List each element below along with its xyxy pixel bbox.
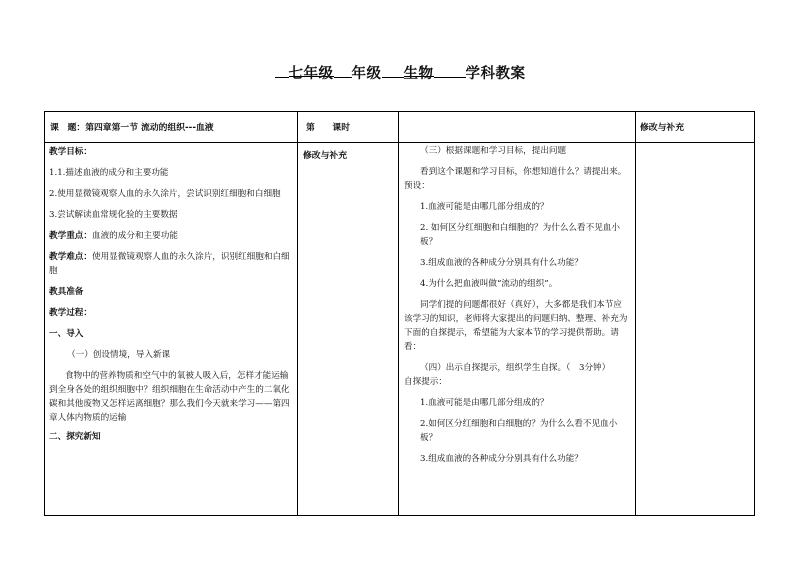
header-separator — [44, 142, 755, 143]
table-border-right — [754, 111, 755, 516]
step-4: （四）出示自探提示，组织学生自探。（ 3分钟） — [420, 363, 611, 373]
question-2: 2. 如何区分红细胞和白细胞的？为什么么看不见血小板？ — [420, 223, 620, 247]
hint-1: 1.血液可能是由哪几部分组成的？ — [420, 398, 549, 408]
title-grade-suffix: 年级 — [351, 66, 382, 82]
goal-2: 2.使用显微镜观察人血的永久涂片，尝试识别红细胞和白细胞 — [49, 189, 281, 199]
key-label: 教学重点： — [49, 231, 92, 241]
period-label: 第 课时 — [306, 123, 350, 133]
header-revise-label: 修改与补充 — [640, 123, 684, 133]
process-label: 教学过程： — [49, 308, 92, 318]
question-1: 1.血液可能是由哪几部分组成的？ — [420, 202, 549, 212]
step-3: （三）根据课题和学习目标，提出问题 — [420, 146, 567, 156]
left-column — [49, 145, 293, 444]
difficulty-point — [49, 250, 293, 278]
table-border-top — [44, 111, 755, 112]
hint-2: 2.如何区分红细胞和白细胞的？为什么么看不见血小板？ — [420, 419, 618, 443]
key-point — [49, 229, 293, 243]
col-divider-3 — [635, 111, 636, 516]
lesson-label: 课 题： — [50, 123, 86, 133]
step-1: （一）创设情境，导入新课 — [67, 350, 171, 360]
lesson-header — [50, 120, 214, 133]
title-suffix: 学科教案 — [465, 66, 526, 82]
mid-revise-label: 修改与补充 — [303, 151, 347, 161]
summary-paragraph: 同学们提的问题都很好（真好），大多都是我们本节应该学习的知识，老师将大家提出的问题归纳、整理、补充为下面的自探提示，希望能为大家本节的学习提供帮助。请看： — [404, 300, 628, 352]
title-subject: 生物 — [404, 62, 434, 77]
page-title — [0, 62, 800, 83]
hint-3: 3.组成血液的各种成分分别具有什么功能？ — [420, 454, 583, 464]
intro-question: 看到这个课题和学习目标，你想知道什么？请提出来。预设： — [404, 167, 627, 191]
table-border-bottom — [44, 515, 755, 516]
key-text: 血液的成分和主要功能 — [91, 231, 178, 241]
hint-label: 自探提示： — [404, 377, 447, 387]
lesson-plan-table — [44, 111, 755, 516]
right-column — [404, 144, 630, 466]
col-divider-1 — [297, 111, 298, 516]
goals-label: 教学目标： — [49, 147, 92, 157]
col-divider-2 — [398, 111, 399, 516]
difficulty-label: 教学难点： — [49, 252, 92, 262]
lesson-title: 第四章第一节 流动的组织---血液 — [85, 123, 214, 133]
question-4: 4.为什么把血液叫做“流动的组织”。 — [420, 279, 558, 289]
tools-label: 教具准备 — [49, 287, 84, 297]
title-grade: 七年级 — [289, 62, 334, 77]
question-3: 3.组成血液的各种成分分别具有什么功能？ — [420, 258, 583, 268]
intro-paragraph: 食物中的营养物质和空气中的氧被人吸入后，怎样才能运输到全身各处的组织细胞中？组织细胞在生命活动中产生的二氧化碳和其他废物又怎样运离细胞？那么我们今天就来学习——第四章人体内物质的运输 — [49, 371, 290, 423]
difficulty-text: 使用显微镜观察人血的永久涂片，识别红细胞和白细胞 — [49, 252, 290, 276]
goal-1: 1.1.描述血液的成分和主要功能 — [49, 168, 169, 178]
intro-label: 一、导入 — [49, 329, 84, 339]
goal-3: 3.尝试解读血常规化验的主要数据 — [49, 210, 178, 220]
table-border-left — [44, 111, 45, 516]
explore-label: 二、探究新知 — [49, 432, 101, 442]
